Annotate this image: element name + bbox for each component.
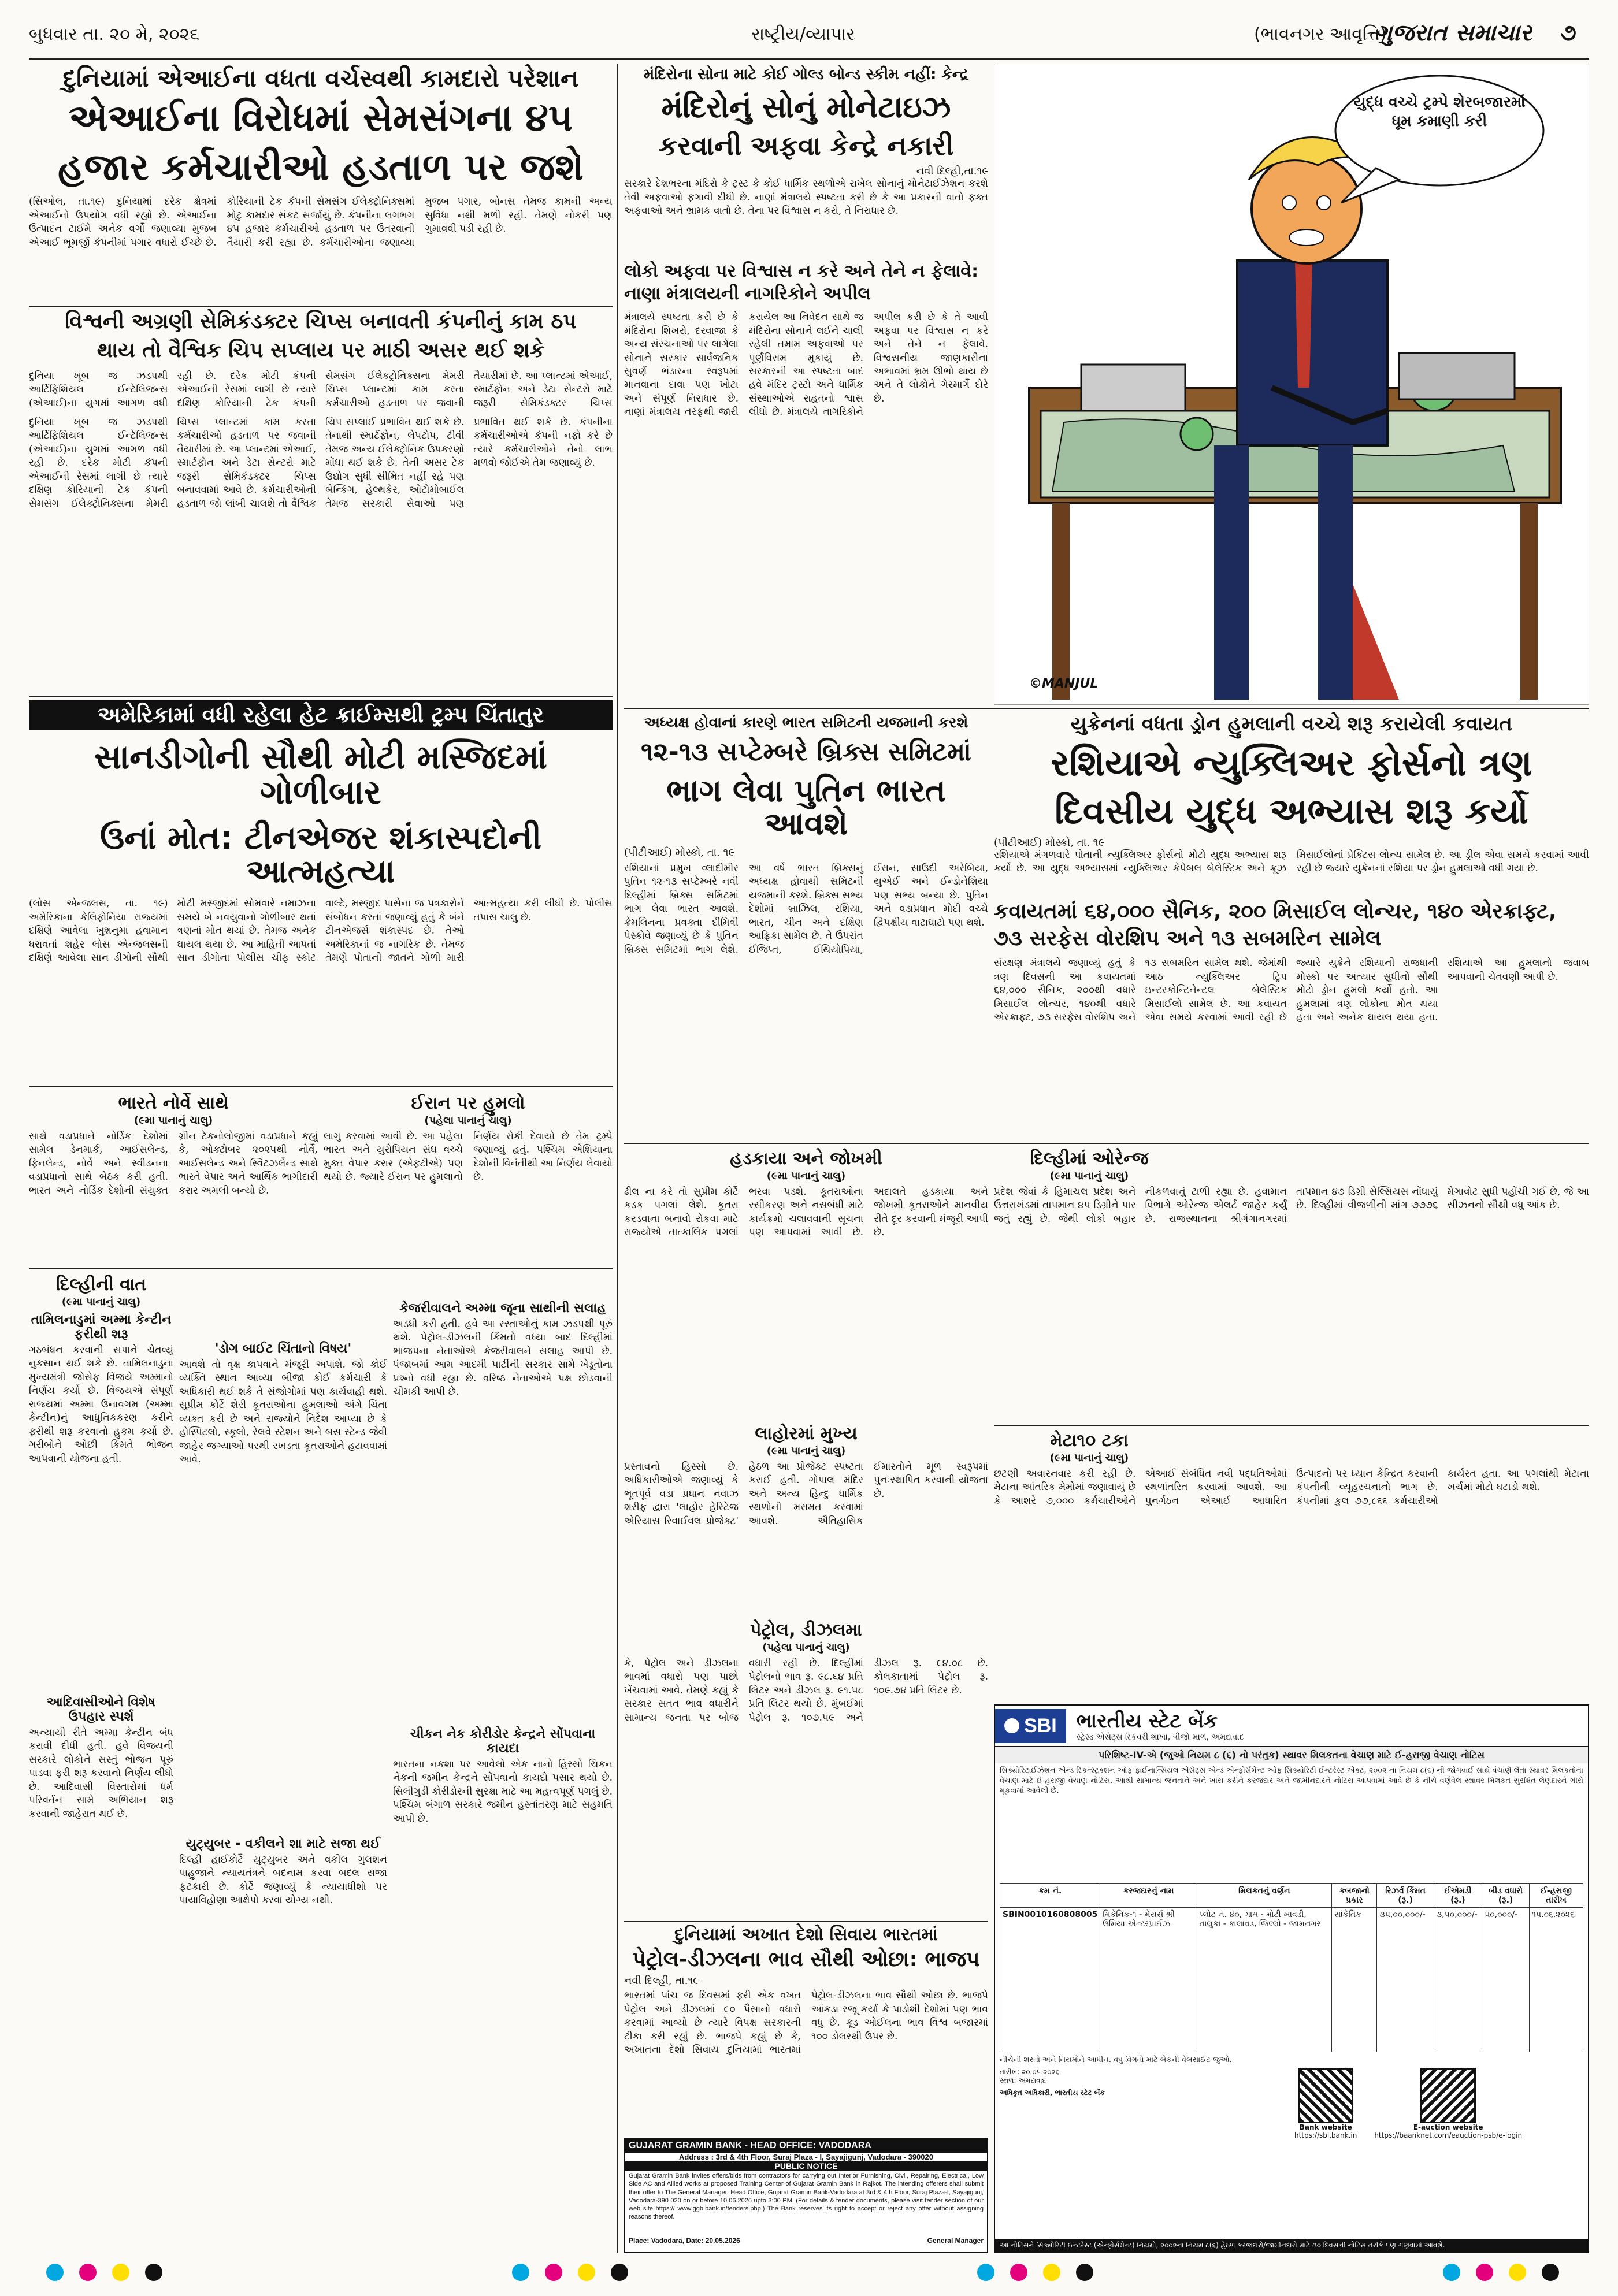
column-dog-bite xyxy=(179,1272,387,2249)
column-body: ગઠબંધન કરવાની સપાને ચેતવ્યું નુકસાન થઈ શકે છે. તામિલનાડુના મુખ્યમંત્રી જોસેફ વિજયે અમ્માનો નિર્ણય કર્યો છે. વિજયએ સંપૂર્ણ રાજ્યમાં અમ્મા ઉનાવગમ (અમ્મા કેન્ટીન)નું આધુનિકકરણ કરીને ફરીથી શરૂ કરવાનો હુકમ કર્યો છે. ગરીબોને ઓછી કિંમતે ભોજન આપવાની યોજના હતી. xyxy=(29,1344,173,1465)
color-dots xyxy=(1443,2264,1572,2287)
jump-body: લાગુ કરવામાં આવી છે. આ પહેલા ભારત અને યુરોપિયન સંઘ વચ્ચે મુક્ત વેપાર કરાર (એફટીએ) પણ થયો છે. જ્યારે ઈરાન પર હુમલાનો નિર્ણય રોકી દેવાયો છે તેમ ટ્રમ્પે જણાવ્યું હતું. પશ્ચિમ એશિયાના દેશોની વિનંતીથી આ નિર્ણય લેવાયો છે. xyxy=(324,1131,613,1183)
jump-title: લાહોરમાં મુખ્ય xyxy=(755,1424,858,1444)
article-samsung xyxy=(29,64,613,416)
edition-label: (ભાવનગર આવૃત્તિ) xyxy=(1254,24,1387,44)
column-subhead: યુટ્યુબર - વકીલને શા માટે સજા થઈ xyxy=(185,1837,381,1851)
registration-dot xyxy=(1542,2264,1559,2281)
registration-dot xyxy=(46,2264,64,2281)
registration-dot xyxy=(977,2264,994,2281)
jump-meta xyxy=(994,1428,1589,1700)
section-label: રાષ્ટ્રીય/વ્યાપાર xyxy=(751,24,855,44)
color-dots xyxy=(977,2264,1106,2287)
column-subhead: તામિલનાડુમાં અમ્મા કેન્ટીન ફરીથી શરૂ xyxy=(31,1313,172,1342)
table-cell: ૩૫,૦૦,૦૦૦/- xyxy=(1377,1908,1434,2052)
registration-dot xyxy=(578,2264,595,2281)
cartoon-caption: યુદ્ધ વચ્ચે ટ્રમ્પે શેરબજારમાં ધૂમ કમાણી કરી xyxy=(1353,94,1526,130)
article-dateline: નવી દિલ્હી,તા.૧૯ xyxy=(916,165,988,178)
ad-address: Address : 3rd & 4th Floor, Suraj Plaza - I, Sayajigunj, Vadodara - 390020 xyxy=(679,2153,933,2161)
article-body: ભારતમાં પાંચ જ દિવસમાં ફરી એક વખત પેટ્રોલ અને ડીઝલમાં ૯૦ પૈસાનો વધારો કરવામાં આવ્યો છે ત્યારે વિપક્ષ સરકારની ટીકા કરી રહ્યું છે. ભાજપે કહ્યું છે કે, અખાતના દેશો સિવાય દુનિયામાં ભારતમાં પેટ્રોલ-ડીઝલના ભાવ સૌથી ઓછા છે. ભાજપે આંકડા રજૂ કર્યા કે પાડોશી દેશોમાં પણ ભાવ વધુ છે. ક્રૂડ ઓઈલના ભાવ વિશ્વ બજારમાં ૧૦૦ ડોલરથી ઉપર છે. xyxy=(624,1990,988,2056)
article-dateline: નવી દિલ્હી, તા.૧૯ xyxy=(624,1975,699,1987)
article-headline: થાય તો વૈશ્વિક ચિપ સપ્લાય પર માઠી અસર થઈ શકે xyxy=(97,339,545,362)
jump-body: પ્રસ્તાવનો હિસ્સો છે. અધિકારીઓએ જણાવ્યું કે ભૂતપૂર્વ વડા પ્રધાન નવાઝ શરીફ દ્વારા 'લાહોર હેરિટેજ એરિયાસ રિવાઈવલ પ્રોજેક્ટ' હેઠળ આ પ્રોજેક્ટ સ્પષ્ટતા કરાઈ હતી. ગોપાલ મંદિર અને અન્ય હિન્દુ ધાર્મિક સ્થળોની મરામત કરવામાં આવશે. ઐતિહાસિક ઈમારતોને મૂળ સ્વરૂપમાં પુનઃસ્થાપિત કરવાની યોજના છે. xyxy=(624,1461,988,1527)
sbi-intro: સિક્યોરિટાઈઝેશન એન્ડ રિકન્સ્ટ્રક્શન ઓફ ફાઈનાન્સિયલ એસેટ્સ એન્ડ એન્ફોર્સમેન્ટ ઓફ સિક્યોરિટી ઈન્ટરેસ્ટ એક્ટ, ૨૦૦૨ ના નિયમ ૮(૬) ની જોગવાઈ સાથે વંચાણે લેતા સ્થાવર મિલકતોના વેચાણ માટે ઈ-હરાજી વેચાણ નોટિસ. આથી સામાન્ય જનતાને અને ખાસ કરીને કરજદાર અને જામીનદારને નોટિસ આપવામાં આવે છે કે નીચે વર્ણવેલ સ્થાવર મિલકત સુરક્ષિત લેણદારને ગીરો મૂકવામાં આવેલી છે. xyxy=(1000,1766,1583,1796)
article-body: રશિયાનાં પ્રમુખ વ્લાદીમીર પુતિન ૧૨-૧૩ સપ્ટેમ્બરે નવી દિલ્હીમાં બ્રિક્સ સમિટમાં ભાગ લેવા ભારત આવશે. ક્રેમલિનના પ્રવક્તા દીમિત્રી પેસ્કોવે જણાવ્યું છે કે પુતિન બ્રિક્સ સમિટમાં ભાગ લેશે. આ વર્ષે ભારત બ્રિક્સનું અધ્યક્ષ હોવાથી સમિટની યજમાની કરશે. બ્રિક્સ સભ્ય દેશોમાં બ્રાઝિલ, રશિયા, ભારત, ચીન અને દક્ષિણ આફ્રિકા સામેલ છે. તે ઉપરાંત ઈજિપ્ત, ઈથિયોપિયા, ઈરાન, સાઉદી અરેબિયા, યુએઈ અને ઈન્ડોનેશિયા પણ સભ્ય બન્યા છે. પુતિન અને વડાપ્રધાન મોદી વચ્ચે દ્વિપક્ષીય વાટાઘાટો પણ થશે. xyxy=(624,862,988,956)
registration-dot xyxy=(112,2264,129,2281)
registration-marks xyxy=(46,2264,1572,2287)
registration-dot xyxy=(1010,2264,1027,2281)
jump-petrol xyxy=(624,1618,988,1918)
table-cell: મિકેનિક-૧ - મેસર્સ શ્રી ઉમિયા એન્ટરપ્રાઈઝ xyxy=(1100,1908,1197,2052)
column-subhead: 'ડોગ બાઈટ ચિંતાનો વિષય' xyxy=(214,1342,352,1356)
eauction-website-label: E-auction website xyxy=(1413,2123,1483,2131)
table-header: કબજાનો પ્રકાર xyxy=(1332,1884,1377,1908)
jump-hadkaya xyxy=(624,1146,988,1418)
article-putin-brics xyxy=(624,712,988,1139)
jump-note: (૯મા પાનાનું ચાલુ) xyxy=(1049,1452,1129,1464)
article-sandiego xyxy=(29,700,613,1082)
article-dateline: (પીટીઆઈ) મોસ્કો, તા. ૧૯ xyxy=(624,846,735,859)
color-dots xyxy=(46,2264,175,2287)
jump-title: મેટા૧૦ ટકા xyxy=(1050,1431,1129,1451)
jump-lahore xyxy=(624,1421,988,1612)
article-kicker: યુક્રેનનાં વધતા ડ્રોન હુમલાની વચ્ચે શરૂ કરાયેલી કવાયત xyxy=(1071,712,1512,735)
jump-title: દિલ્હીની વાત xyxy=(55,1275,147,1295)
column-body: દિલ્હી હાઈકોર્ટે યુટ્યુબર અને વકીલ ગુલશન પાહુજાને ન્યાયતંત્રને બદનામ કરવા બદલ સજા ફટકારી છે. કોર્ટે જણાવ્યું કે ન્યાયાધીશો પર પાયાવિહોણા આક્ષેપો કરવા યોગ્ય નથી. xyxy=(179,1854,387,1907)
eauction-website-link[interactable]: https://baanknet.com/eauction-psb/e-login xyxy=(1374,2131,1523,2139)
column-subhead: આદિવાસીઓને વિશેષ ઉપહાર સ્પર્શ xyxy=(46,1695,156,1724)
jump-note: (૯મા પાનાનું ચાલુ) xyxy=(766,1445,846,1457)
article-lead: સરકારે દેશભરના મંદિરો કે ટ્રસ્ટ કે કોઈ ધાર્મિક સ્થળોએ રાખેલ સોનાનું મોનેટાઈઝેશન કરશે તેવી અફવાઓ ફગાવી દીધી છે. નાણાં મંત્રાલયે સ્પષ્ટતા કરી છે કે આ પ્રકારની વાતો ફક્ત અફવાઓ અને ભ્રામક વાતો છે. તેના પર વિશ્વાસ ન કરો, તે નિરાધાર છે. xyxy=(624,178,988,217)
jump-body: ઢીલ ના કરે તો સુપ્રીમ કોર્ટે કડક પગલાં લેશે. કૂતરા કરડવાના બનાવો રોકવા માટે રાજ્યોએ તાત્કાલિક પગલાં ભરવા પડશે. કૂતરાઓના રસીકરણ અને નસબંધી માટે કાર્યક્રમો ચલાવવાની સૂચના પણ આપવામાં આવી છે. અદાલતે હડકાયા અને જોખમી કૂતરાઓને માનવીય રીતે દૂર કરવાની મંજૂરી આપી છે. xyxy=(624,1186,988,1239)
table-header: ઈ-હરાજી તારીખ xyxy=(1530,1884,1583,1908)
jump-title: ઈરાન પર હુમલો xyxy=(411,1093,525,1113)
article-kicker: અધ્યક્ષ હોવાનાં કારણે ભારત સમિટની યજમાની કરશે xyxy=(644,714,968,731)
column-body: અડધી કરી હતી. હવે આ રસ્તાઓનું કામ ઝડપથી પૂરું થશે. પેટ્રોલ-ડીઝલની કિંમતો વધ્યા બાદ દિલ્હીમાં ભાજપના નેતાઓએ કેજરીવાલને સલાહ આપી છે. પંજાબમાં આમ આદમી પાર્ટીની સરકાર સામે ખેડૂતોના પ્રશ્નો વધી રહ્યા છે. વરિષ્ઠ નેતાઓએ પક્ષ છોડવાની ચીમકી આપી છે. xyxy=(393,1318,613,1398)
jump-title: દિલ્હીમાં ઓરેન્જ xyxy=(1030,1149,1149,1169)
cartoon-illustration xyxy=(994,64,1589,705)
table-cell: ૫૦,૦૦૦/- xyxy=(1482,1908,1530,2052)
column-body: આવશે તો વૃક્ષ કાપવાને મંજૂરી અપાશે. જો કોઈ વ્યક્તિ સ્થાન આવ્યા બીજા કોઈ કર્મચારી કે અધિકારી થઈ શકે તે સંજોગોમાં પણ કાર્યવાહી થશે. સુપ્રીમ કોર્ટે શેરી કૂતરાઓના હુમલાઓ અંગે ચિંતા વ્યક્ત કરી છે અને રાજ્યોને નિર્દેશ આપ્યા છે કે હોસ્પિટલો, સ્કૂલો, રેલવે સ્ટેશન અને બસ સ્ટેન્ડ જેવી જાહેર જગ્યાઓ પરથી રખડતા કૂતરાઓને હટાવવામાં આવે. xyxy=(179,1359,387,1466)
column-body: અન્યાયી રીતે અમ્મા કેન્ટીન બંધ કરાવી દીધી હતી. હવે વિજયની સરકારે લોકોને સસ્તું ભોજન પૂરું પાડવા ફરી શરૂ કરવાનો નિર્ણય લીધો છે. આદિવાસી વિસ્તારોમાં ધર્મ પરિવર્તન સામે અભિયાન શરૂ કરવાની જાહેરાત થઈ છે. xyxy=(29,1727,173,1820)
registration-dot xyxy=(1443,2264,1460,2281)
article-headline: ભાગ લેવા પુતિન ભારત આવશે xyxy=(666,772,946,842)
ad-gujarat-gramin-bank xyxy=(624,2138,988,2253)
date-line: બુધવાર તા. ૨૦ મે, ૨૦૨૬ xyxy=(29,24,200,44)
jump-note: (૯મા પાનાનું ચાલુ) xyxy=(133,1114,213,1127)
article-headline: ઉનાં મોત: ટીનએજર શંકાસ્પદોની આત્મહત્યા xyxy=(99,819,542,891)
paper-name: ગુજરાત સમાચાર xyxy=(1375,20,1532,46)
article-headline: પેટ્રોલ-ડીઝલના ભાવ સૌથી ઓછા: ભાજપ xyxy=(632,1947,980,1971)
ad-notice-text: Gujarat Gramin Bank invites offers/bids from contractors for carrying out Interior Furnishing, Civil, Repairing, Electrical, Low Side AC and Allied works at proposed Training Center of Gujarat Gramin Bank in Rajkot. The intending offerers shall submit their offer to The General Manager, Head Office, Gujarat Gramin Bank-Vadodara at 3rd & 4th Floor, Suraj Plaza-I, Sayajigunj, Vadodara-390 020 on or before 10.06.2026 upto 3:00 PM. (For details & tender documents, please visit tender section of our web site https:// www.ggb.bank.in/tenders.php.) The Bank reserves its right to accept or reject any offer without assigning reasons thereof. xyxy=(629,2172,984,2221)
jump-title: ભારતે નોર્વે સાથે xyxy=(118,1093,229,1113)
article-body: સંરક્ષણ મંત્રાલયે જણાવ્યું હતું કે ત્રણ દિવસની આ કવાયતમાં ૬૪,૦૦૦ સૈનિક, ૨૦૦થી વધારે મિસાઈલ લોન્ચર, ૧૪૦થી વધારે એરક્રાફ્ટ, ૭૩ સરફેસ વોરશિપ અને ૧૩ સબમરિન સામેલ થશે. જેમાંથી આઠ ન્યુક્લિઅર ટ્રિપ ઇન્ટરકોન્ટિનેન્ટલ બેલેસ્ટિક મિસાઈલો સામેલ છે. આ કવાયત એવા સમયે કરવામાં આવી રહી છે જ્યારે યુક્રેને રશિયાની રાજધાની મોસ્કો પર અત્યાર સુધીનો સૌથી મોટો ડ્રોન હુમલો કર્યો હતો. આ હુમલામાં ત્રણ લોકોના મોત થયા હતા અને અનેક ઘાયલ થયા હતા. રશિયાએ આ હુમલાનો જવાબ આપવાની ચેતવણી આપી છે. xyxy=(994,957,1589,1024)
article-lead: રશિયાએ મંગળવારે પોતાની ન્યુક્લિઅર ફોર્સનો મોટો યુદ્ધ અભ્યાસ શરૂ કર્યો છે. આ યુદ્ધ અભ્યાસમાં ન્યુક્લિઅર કેપેબલ બેલેસ્ટિક અને ક્રૂઝ મિસાઈલોનાં પ્રેક્ટિસ લોન્ચ સામેલ છે. આ ડ્રીલ એવા સમયે કરવામાં આવી રહી છે જ્યારે યુક્રેનનાં રશિયા પર ડ્રોન હુમલાઓ વધી ગયા છે. xyxy=(994,849,1589,875)
sbi-notice-title: પરિશિષ્ટ-IV-એ (જુઓ નિયમ ૮ (૬) નો પરંતુક) સ્થાવર મિલકતના વેચાણ માટે ઈ-હરાજી વેચાણ નોટિસ xyxy=(995,1747,1588,1763)
jump-note: (૯મા પાનાનું ચાલુ) xyxy=(1049,1170,1129,1182)
ad-place: Place: Vadodara, Date: 20.05.2026 xyxy=(629,2236,740,2245)
article-dateline: (પીટીઆઈ) મોસ્કો, તા. ૧૯ xyxy=(994,836,1105,849)
masthead xyxy=(29,16,1589,57)
article-bjp-petrol xyxy=(624,1921,988,2135)
sbi-date: તારીખ: ૨૦.૦૫.૨૦૨૬ xyxy=(1000,2068,1060,2076)
bank-website-link[interactable]: https://sbi.bank.in xyxy=(1294,2131,1357,2139)
ad-title: GUJARAT GRAMIN BANK - HEAD OFFICE: VADODARA xyxy=(625,2139,987,2153)
article-headline: એઆઈના વિરોધમાં સેમસંગના ૪૫ xyxy=(69,97,573,140)
sbi-logo-icon xyxy=(1004,1718,1019,1733)
registration-dot xyxy=(545,2264,562,2281)
article-headline: રશિયાએ ન્યુક્લિઅર ફોર્સનો ત્રણ xyxy=(1051,741,1532,784)
article-body: દુનિયા ખૂબ જ ઝડપથી આર્ટિફિશિયલ ઈન્ટેલિજન્સ (એઆઈ)ના યુગમાં આગળ વધી રહી છે. દરેક મોટી કંપની એઆઈની રેસમાં લાગી છે ત્યારે દક્ષિણ કોરિયાની ટેક કંપની સેમસંગ ઈલેક્ટ્રોનિક્સના મેમરી ચિપ્સ પ્લાન્ટમાં કામ કરતા કર્મચારીઓ હડતાળ પર જવાની તૈયારીમાં છે. આ પ્લાન્ટમાં એઆઈ, સ્માર્ટફોન અને ડેટા સેન્ટરો માટે જરૂરી સેમિકંડક્ટર ચિપ્સ બનાવવામાં આવે છે. કર્મચારીઓની હડતાળ જો લાંબી ચાલશે તો વૈશ્વિક ચિપ સપ્લાઈ પ્રભાવિત થઈ શકે છે. તેનાથી સ્માર્ટફોન, લેપટોપ, ટીવી તેમજ અન્ય ઈલેક્ટ્રોનિક ઉપકરણો મોંઘા થઈ શકે છે. તેની અસર ટેક ઉદ્યોગ સુધી સીમિત નહીં રહે પણ બેન્કિંગ, હેલ્થકેર, ઓટોમોબાઈલ તેમજ સરકારી સેવાઓ પણ પ્રભાવિત થઈ શકે છે. કંપનીના કર્મચારીઓએ કંપની નફો કરે છે ત્યારે કર્મચારીઓને તેનો લાભ મળવો જોઈએ તેમ જણાવ્યું છે. xyxy=(29,417,613,510)
jump-note: (પહેલા પાનાનું ચાલુ) xyxy=(762,1641,850,1654)
table-header: ઈએમડી (રૂ.) xyxy=(1434,1884,1482,1908)
table-cell: SBIN0010160808005 xyxy=(1000,1908,1100,2052)
sbi-place: સ્થળ: અમદાવાદ xyxy=(1000,2076,1046,2085)
article-body: (સિઓલ, તા.૧૯) દુનિયામાં દરેક ક્ષેત્રમાં એઆઈનો ઉપયોગ વધી રહ્યો છે. એઆઈના ઉત્પાદન ટાઈમે અનેક વર્ગો જણાવ્યા મુજબ એઆઈ ભૂમર્જી કંપનીમાં પગાર વધારો ઈચ્છે છે. કોરિયાની ટેક કંપની સેમસંગ ઈલેક્ટ્રોનિક્સમાં મોટુ કામદાર સંકટ સર્જાયું છે. કંપનીના લગભગ ૪૫ હજાર કર્મચારીઓ હડતાળ પર ઉતરવાની તૈયારી કરી રહ્યા છે. કર્મચારીઓના જણાવ્યા મુજબ પગાર, બોનસ તેમજ કામની અન્ય સુવિધા નથી મળી રહી. તેમણે નોકરી પણ ગુમાવવી પડી રહી છે. xyxy=(29,196,613,248)
column-body: ભારતના નકશા પર આવેલો એક નાનો હિસ્સો ચિકન નેકની જમીન કેન્દ્રને સોંપવાનો કાયદો પસાર થયો છે. સિલીગુડી કોરીડોરની સુરક્ષા માટે આ મહત્વપૂર્ણ પગલું છે. પશ્ચિમ બંગાળ સરકારે જમીન હસ્તાંતરણ માટે સહમતિ આપી છે. xyxy=(393,1759,613,1825)
article-headline: મંદિરોનું સોનું મોનેટાઇઝ xyxy=(661,90,951,125)
registration-dot xyxy=(79,2264,97,2281)
table-header: મિલકતનું વર્ણન xyxy=(1197,1884,1331,1908)
color-dots xyxy=(512,2264,641,2287)
registration-dot xyxy=(145,2264,162,2281)
bank-website-label: Bank website xyxy=(1299,2123,1352,2131)
jump-iran xyxy=(324,1091,613,1264)
article-subhead: લોકો અફવા પર વિશ્વાસ ન કરે અને તેને ન ફેલાવે: નાણા મંત્રાલયની નાગરિકોને અપીલ xyxy=(624,261,979,304)
table-row xyxy=(1000,1908,1583,2052)
article-headline: હજાર કર્મચારીઓ હડતાળ પર જશે xyxy=(57,146,584,190)
article-body: દુનિયા ખૂબ જ ઝડપથી આર્ટિફિશિયલ ઈન્ટેલિજન્સ (એઆઈ)ના યુગમાં આગળ વધી રહી છે. દરેક મોટી કંપની એઆઈની રેસમાં લાગી છે ત્યારે દક્ષિણ કોરિયાની ટેક કંપની સેમસંગ ઈલેક્ટ્રોનિક્સના મેમરી ચિપ્સ પ્લાન્ટમાં કામ કરતા કર્મચારીઓ હડતાળ પર જવાની તૈયારીમાં છે. આ પ્લાન્ટમાં એઆઈ, સ્માર્ટફોન અને ડેટા સેન્ટરો માટે જરૂરી સેમિકંડક્ટર ચિપ્સ xyxy=(29,370,613,409)
article-kicker: દુનિયામાં અખાત દેશો સિવાય ભારતમાં xyxy=(674,1925,938,1945)
table-cell: ૩,૫૦,૦૦૦/- xyxy=(1434,1908,1482,2052)
ad-signatory: General Manager xyxy=(927,2236,984,2245)
sbi-name: ભારતીય સ્ટેટ બેંક xyxy=(1076,1710,1218,1733)
article-kicker: અમેરિકામાં વધી રહેલા હેટ ક્રાઈમ્સથી ટ્રમ્પ ચિંતાતુર xyxy=(29,700,613,730)
table-header: ક્રમ નં. xyxy=(1000,1884,1100,1908)
jump-body: સાથે વડાપ્રધાને નોર્ડિક દેશોમાં સામેલ ડેનમાર્ક, આઈસલેન્ડ, ફિનલેન્ડ, નોર્વે અને સ્વીડનના વડાપ્રધાનો સાથે બેઠક કરી હતી. ભારત અને નોર્ડિક દેશોની સંયુક્ત ગ્રીન ટેકનોલોજીમાં વડાપ્રધાને કહ્યું કે, ઓક્ટોબર ૨૦૨૫થી નોર્વે, આઈસલેન્ડ અને સ્વિટઝર્લેન્ડ સાથે ભારતે વેપાર અને આર્થિક ભાગીદારી કરાર અમલી બન્યો છે. xyxy=(29,1131,318,1197)
jump-title: હડકાયા અને જોખમી xyxy=(730,1149,882,1169)
qr-code-icon xyxy=(1420,2068,1476,2123)
registration-dot xyxy=(1043,2264,1060,2281)
article-headline: કરવાની અફવા કેન્દ્રે નકારી xyxy=(658,129,954,161)
article-headline: ૧૨-૧૩ સપ્ટેમ્બરે બ્રિક્સ સમિટમાં xyxy=(641,737,971,767)
article-body: (લોસ એન્જલસ, તા. ૧૯) અમેરિકાના કેલિફોર્નિયા રાજ્યમાં દક્ષિણે આવેલા ખુશનુમા હવામાન ધરાવતાં શહેર લોસ એન્જલસની દક્ષિણે આવેલા સાન ડીગોની સૌથી મોટી મસ્જીદમાં સોમવારે નમાઝના સમયે બે નવયુવાનો ગોળીબાર થતાં ત્રણનાં મોત થયાં છે. તેમજ અનેક ઘાયલ થયા છે. આ માહિતી આપતાં સાન ડીગોના પોલીસ ચીફ સ્કોટ વાલ્ટે, મસ્જીદ પાસેના જ પત્રકારોને સંબોધન કરતાં જણાવ્યું હતું કે બંને ટીનએજર્સ શંકાસ્પદ છે. તેઓ અમેરિકાનાં જ નાગરિક છે. તેમજ તેમણે પોતાની જાતને ગોળી મારી આત્મહત્યા કરી લીધી છે. પોલીસ તપાસ ચાલુ છે. xyxy=(29,898,613,964)
jump-delhi-orange xyxy=(994,1146,1589,1424)
article-body: મંત્રાલયે સ્પષ્ટતા કરી છે કે મંદિરોના શિખરો, દરવાજા કે અન્ય સંરચનાઓ પર લાગેલા સોનાને સરકાર સાર્વજનિક સુવર્ણ ભંડારના સ્વરૂપમાં માનવાના દાવા પણ ખોટા અને સંપૂર્ણ નિરાધાર છે. નાણાં મંત્રાલય તરફથી જારી કરાયેલ આ નિવેદન સાથે જ મંદિરોના સોનાને લઈને ચાલી રહેલી તમામ અફવાઓ પર પૂર્ણવિરામ મુકાયું છે. સરકારની આ સ્પષ્ટતા બાદ હવે મંદિર ટ્રસ્ટો અને ધાર્મિક સંસ્થાઓએ રાહતનો શ્વાસ લીધો છે. મંત્રાલયે નાગરિકોને અપીલ કરી છે કે તે આવી અફવા પર વિશ્વાસ ન કરે અને તેને ન ફેલાવે. વિશ્વસનીય જાણકારીના અભાવમાં ભ્રમ ઊભો થાય છે અને તે લોકોને ગેરમાર્ગે દોરે છે. xyxy=(624,311,988,418)
ad-sbi xyxy=(994,1704,1589,2253)
registration-dot xyxy=(611,2264,628,2281)
qr-code-icon xyxy=(1298,2068,1353,2123)
table-header: કરજદારનું નામ xyxy=(1100,1884,1197,1908)
jump-body: છટણી અવારનવાર કરી રહી છે. મેટાના આંતરિક મેમોમાં જણાવાયું છે કે આશરે ૭,૦૦૦ કર્મચારીઓને એઆઈ સંબંધિત નવી પદ્ધતિઓમાં સ્થળાંતરિત કરવામાં આવશે. આ પુનર્ગઠન એઆઈ આધારિત ઉત્પાદનો પર ધ્યાન કેન્દ્રિત કરવાની કંપનીની વ્યૂહરચનાનો ભાગ છે. કંપનીમાં કુલ ૭૭,૮૬૬ કર્મચારીઓ કાર્યરત હતા. આ પગલાંથી મેટાના ખર્ચમાં મોટો ઘટાડો થશે. xyxy=(994,1468,1589,1507)
article-subhead: કવાયતમાં ૬૪,૦૦૦ સૈનિક, ૨૦૦ મિસાઈલ લોન્ચર, ૧૪૦ એરક્રાફ્ટ, ૭૩ સરફેસ વોરશિપ અને ૧૩ સબમરિન સામેલ xyxy=(994,899,1557,950)
table-cell: પ્લોટ નં. ૪૦, ગામ - મોટી ખાવડી, તાલુકા - કાલાવડ, જિલ્લો - જામનગર xyxy=(1197,1908,1331,2052)
table-cell: સાંકેતિક xyxy=(1332,1908,1377,2052)
jump-note: (૯મા પાનાનું ચાલુ) xyxy=(766,1170,846,1182)
article-kicker: દુનિયામાં એઆઈના વધતા વર્ચસ્વથી કામદારો પરેશાન xyxy=(62,64,579,92)
column-kejriwal xyxy=(393,1272,613,2249)
sbi-subtitle: સ્ટ્રેસ્ડ એસેટ્સ રિકવરી શાખા, ત્રીજો માળ, અમદાવાદ xyxy=(1076,1733,1244,1742)
article-temple-gold xyxy=(624,64,988,705)
jump-norway xyxy=(29,1091,318,1264)
jump-note: (૯મા પાનાનું ચાલુ) xyxy=(61,1296,141,1308)
cartoon xyxy=(994,64,1589,705)
sbi-officer: અધિકૃત અધિકારી, ભારતીય સ્ટેટ બેંક xyxy=(1000,2089,1105,2097)
ad-notice-title: PUBLIC NOTICE xyxy=(625,2161,987,2171)
cartoon-credit: ©MANJUL xyxy=(1029,677,1099,691)
table-header: રિઝર્વ કિંમત (રૂ.) xyxy=(1377,1884,1434,1908)
page-number: ૭ xyxy=(1560,20,1576,46)
column-subhead: ચીકન નેક કોરીડોર કેન્દ્રને સોંપવાના કાયદા xyxy=(410,1727,596,1756)
registration-dot xyxy=(1476,2264,1493,2281)
article-kicker: મંદિરોના સોના માટે કોઈ ગોલ્ડ બોન્ડ સ્કીમ નહીં: કેન્દ્ર xyxy=(643,66,969,83)
registration-dot xyxy=(1509,2264,1526,2281)
jump-note: (પહેલા પાનાનું ચાલુ) xyxy=(424,1114,512,1127)
article-russia-nuclear xyxy=(994,712,1589,1139)
auction-table xyxy=(1000,1883,1583,2052)
sbi-footer-note: નીચેની શરતો અને નિયમોને આધીન. વધુ વિગતો માટે બેંકની વેબસાઈટ જુઓ. xyxy=(1000,2056,1232,2064)
registration-dot xyxy=(512,2264,529,2281)
sbi-logo: SBI xyxy=(995,1709,1066,1743)
column-delhi-vaat xyxy=(29,1272,173,2249)
jump-body: પ્રદેશ જેવાં કે હિમાચલ પ્રદેશ અને ઉત્તરાખંડમાં તાપમાન ૪૫ ડિગ્રીને પાર જતું રહ્યું છે. જેથી લોકો બહાર નીકળવાનું ટાળી રહ્યા છે. હવામાન વિભાગે ઓરેન્જ એલર્ટ જાહેર કર્યું છે. રાજસ્થાનના શ્રીગંગાનગરમાં તાપમાન ૪૭ ડિગ્રી સેલ્સિયસ નોંધાયું છે. દિલ્હીમાં વીજળીની માંગ ૭૭૭૬ મેગાવોટ સુધી પહોંચી ગઈ છે, જે આ સીઝનનો સૌથી વધુ આંક છે. xyxy=(994,1186,1589,1225)
registration-dot xyxy=(1076,2264,1093,2281)
article-headline: વિશ્વની અગ્રણી સેમિકંડક્ટર ચિપ્સ બનાવતી કંપનીનું કામ ઠપ xyxy=(65,310,577,333)
table-cell: ૧૫.૦૬.૨૦૨૬ xyxy=(1530,1908,1583,2052)
article-headline: દિવસીય યુદ્ધ અભ્યાસ શરૂ કર્યો xyxy=(1055,789,1528,832)
jump-title: પેટ્રોલ, ડીઝલમા xyxy=(750,1620,862,1640)
article-samsung-more xyxy=(29,416,613,693)
article-headline: સાનડીગોની સૌથી મોટી મસ્જિદમાં ગોળીબાર xyxy=(94,737,547,812)
column-subhead: કેજરીવાલને અમ્મા જૂના સાથીની સલાહ xyxy=(399,1301,606,1316)
jump-body: કે, પેટ્રોલ અને ડીઝલના ભાવમાં વધારો પણ પાછો ખેંચવામાં આવે. તેમણે કહ્યું કે સરકાર સતત ભાવ વધારીને સામાન્ય જનતા પર બોજ વધારી રહી છે. દિલ્હીમાં પેટ્રોલનો ભાવ રૂ. ૯૮.૬૪ પ્રતિ લિટર અને ડીઝલ રૂ. ૯૧.૫૮ પ્રતિ લિટર થયો છે. મુંબઈમાં પેટ્રોલ રૂ. ૧૦૭.૫૯ અને ડીઝલ રૂ. ૯૪.૦૮ છે. કોલકાતામાં પેટ્રોલ રૂ. ૧૦૯.૭૪ પ્રતિ લિટર છે. xyxy=(624,1658,988,1723)
sbi-bottom-note: આ નોટિસને સિક્યોરિટી ઈન્ટરેસ્ટ (એન્ફોર્સમેન્ટ) નિયમો, ૨૦૦૨ના નિયમ ૮(૬) હેઠળ કરજદારો/જામીનદારો માટે ૩૦ દિવસની નોટિસ તરીકે પણ ગણવામાં આવશે. xyxy=(995,2239,1588,2252)
table-header: બીડ વધારો (રૂ.) xyxy=(1482,1884,1530,1908)
